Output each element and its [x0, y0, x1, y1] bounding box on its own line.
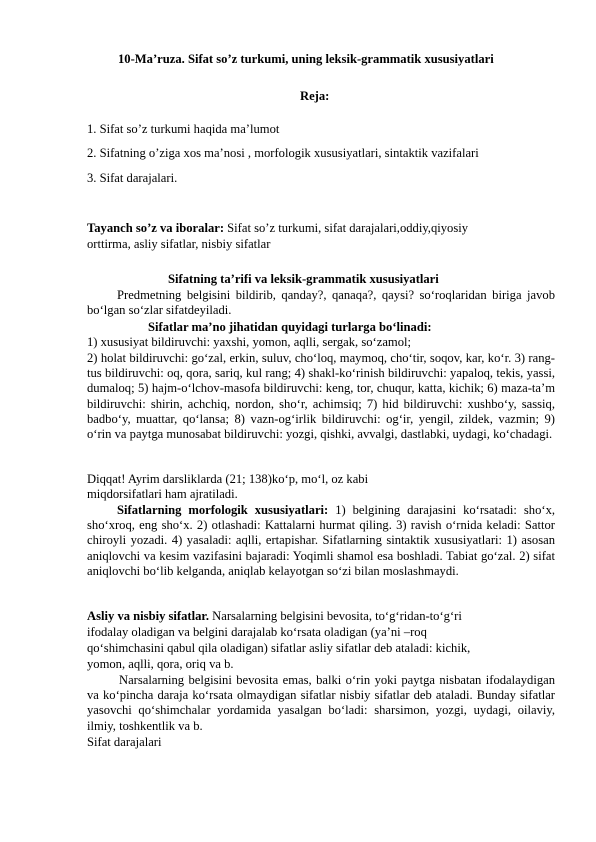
asliy-line-4: yomon, aqlli, qora, oriq va b.: [87, 657, 234, 671]
diqqat-line-2: miqdorsifatlari ham ajratiladi.: [87, 487, 238, 501]
keywords-text-2: orttirma, asliy sifatlar, nisbiy sifatlar: [87, 237, 271, 251]
plan-item-3: 3. Sifat darajalari.: [87, 171, 178, 185]
nisbiy-paragraph: Narsalarning belgisini bevosita emas, balki o‘rin yoki paytga nisbatan ifodalaydigan va ko‘pincha daraja ko‘rsata olmaydigan sifatlar nisbiy sifatlar deb ataladi. Bunday sifatlar yasovchi qo‘shimchalar yordamida yasalgan bo‘ladi: sharsimon, yozgi, uydagi, oilaviy, ilmiy, toshkentlik va b.: [87, 673, 555, 733]
keywords-text: Sifat so’z turkumi, sifat darajalari,oddiy,qiyosiy: [224, 221, 469, 235]
morphology-label: Sifatlarning morfologik xususiyatlari:: [117, 503, 329, 517]
plan-item-2: 2. Sifatning o’ziga xos ma’nosi , morfologik xususiyatlari, sintaktik vazifalari: [87, 146, 479, 160]
reja-heading: Reja:: [300, 89, 330, 103]
lecture-title: 10-Ma’ruza. Sifat so’z turkumi, uning leksik-grammatik xususiyatlari: [118, 52, 494, 66]
morphology-text: 1) belgining darajasini ko‘rsatadi: sho‘x, sho‘xroq, eng sho‘x. 2) otlashadi: Kattalarni hurmat qiling. 3) ravish o‘rnida keladi: Sattor chiroyli yozadi. 4) yasaladi: aqlli, ertapishar. Sifatlarning sintaktik xususiyatlari: 1) asosan aniqlovchi va kesim vazifasini bajaradi: Yoqimli shamol esa boshladi. Tabiat go‘zal. 2) sifat aniqlovchi bo‘lib kelganda, aniqlab kelayotgan so‘zi bilan moslashmaydi.: [87, 503, 556, 578]
types-paragraph: 2) holat bildiruvchi: go‘zal, erkin, suluv, cho‘loq, maymoq, cho‘tir, soqov, kar, ko‘r. 3) rang-tus bildiruvchi: oq, qora, sariq, kul rang; 4) shakl-ko‘rinish bildiruvchi: yapaloq, tekis, yassi, dumaloq; 5) hajm-o‘lchov-masofa bildiruvchi: keng, tor, chuqur, katta, kichik; 6) maza-ta’m bildiruvchi: shirin, achchiq, nordon, sho‘r, achimsiq; 7) hid bildiruvchi: xushbo‘y, sassiq, badbo‘y, muattar, qo‘lansa; 8) vazn-og‘irlik bildiruvchi: og‘ir, yengil, zildek, vazmin; 9) o‘rin va paytga munosabat bildiruvchi: yozgi, qishki, avvalgi, dastlabki, uydagi, ko‘chadagi.: [87, 351, 555, 442]
asliy-line-2: ifodalay oladigan va belgini darajalab ko‘rsata oladigan (ya’ni –roq: [87, 625, 427, 639]
sifat-darajalari-line: Sifat darajalari: [87, 735, 162, 749]
asliy-line-3: qo‘shimchasini qabul qila oladigan) sifatlar asliy sifatlar deb ataladi: kichik,: [87, 641, 471, 655]
section-heading-types: Sifatlar ma’no jihatidan quyidagi turlarga bo‘linadi:: [148, 320, 432, 334]
asliy-label: Asliy va nisbiy sifatlar.: [87, 609, 209, 623]
asliy-text-1: Narsalarning belgisini bevosita, to‘g‘ridan-to‘g‘ri: [209, 609, 462, 623]
asliy-line-1: [87, 609, 462, 624]
plan-item-1: 1. Sifat so’z turkumi haqida ma’lumot: [87, 122, 280, 136]
types-line-1: 1) xususiyat bildiruvchi: yaxshi, yomon, aqlli, sergak, so‘zamol;: [87, 335, 412, 349]
diqqat-line-1: Diqqat! Ayrim darsliklarda (21; 138)ko‘p, mo‘l, oz kabi: [87, 472, 369, 486]
morphology-paragraph: [87, 503, 555, 579]
keywords-line: [87, 221, 468, 236]
definition-paragraph: Predmetning belgisini bildirib, qanday?, qanaqa?, qaysi? so‘roqlaridan biriga javob bo‘lgan so‘zlar sifatdeyiladi.: [87, 288, 555, 318]
section-heading-definition: Sifatning ta’rifi va leksik-grammatik xususiyatlari: [168, 272, 439, 286]
keywords-label: Tayanch so’z va iboralar:: [87, 221, 225, 235]
